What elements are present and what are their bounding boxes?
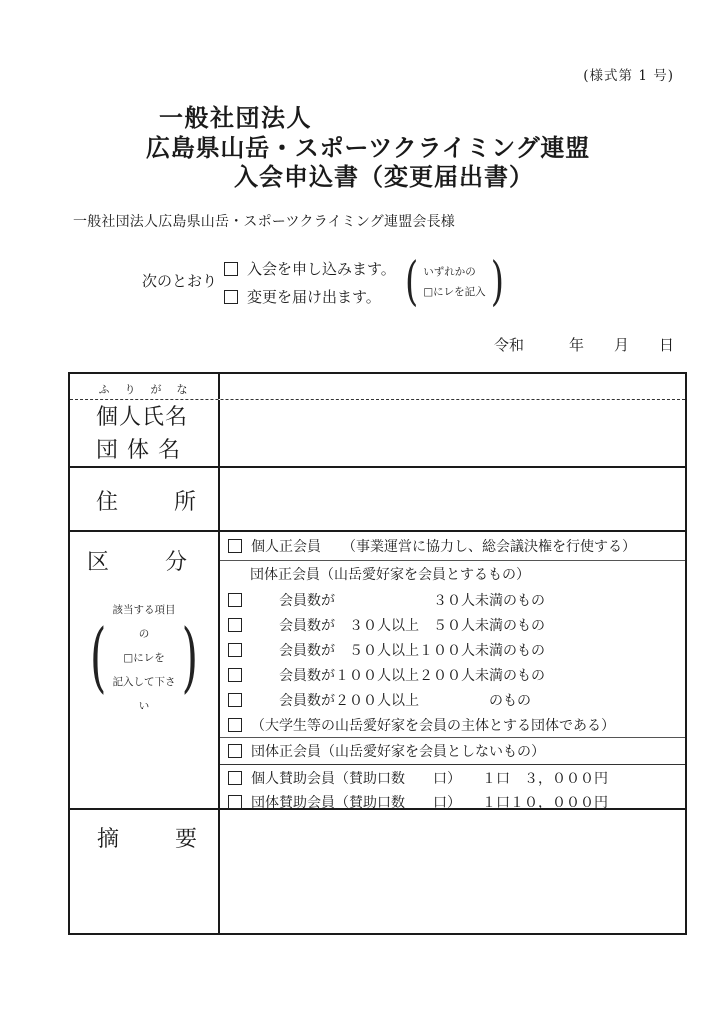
- group-regular-no-members-label: 団体正会員（山岳愛好家を会員としないもの）: [251, 744, 545, 760]
- left-brace-icon: (: [90, 613, 107, 702]
- name-row: [70, 400, 685, 468]
- address-label: 住 所: [70, 468, 220, 530]
- group-regular-header: 団体正会員（山岳愛好家を会員とするもの）: [250, 567, 530, 583]
- date-line: 令和 年 月 日: [494, 336, 675, 354]
- address-row: [70, 468, 685, 532]
- change-checkbox[interactable]: [224, 290, 238, 304]
- individual-regular-label: 個人正会員 （事業運営に協力し、総会議決権を行使する）: [251, 539, 636, 555]
- name-label: [70, 400, 220, 466]
- remarks-field[interactable]: [220, 810, 685, 933]
- name-label-line-1: 個人氏名: [96, 405, 189, 430]
- members-over-200-label: 会員数が２００人以上 のもの: [251, 692, 531, 709]
- option-apply-membership: [224, 258, 396, 279]
- members-30-50-option: [220, 612, 685, 637]
- members-under-30-option: [220, 587, 685, 612]
- members-under-30-checkbox[interactable]: [228, 593, 242, 607]
- group-regular-no-members-checkbox[interactable]: [228, 744, 242, 758]
- intro-note: [405, 251, 504, 313]
- group-regular-section: [220, 561, 685, 738]
- category-label-cell: [70, 532, 220, 808]
- change-option-label: 変更を届け出ます。: [247, 288, 381, 306]
- category-note-line-2: □にレを: [123, 652, 165, 664]
- members-50-100-checkbox[interactable]: [228, 643, 242, 657]
- supporting-individual-label: 個人賛助会員（賛助口数 口） １口 ３，０００円: [251, 770, 608, 787]
- supporting-individual-checkbox[interactable]: [228, 771, 242, 785]
- members-30-50-label: 会員数が ３０人以上 ５０人未満のもの: [251, 617, 545, 634]
- student-group-option: [220, 712, 685, 737]
- individual-regular-option: [220, 532, 685, 561]
- name-field[interactable]: [220, 400, 685, 466]
- left-brace-icon: (: [405, 251, 419, 313]
- option-report-change: [224, 286, 381, 307]
- members-100-200-checkbox[interactable]: [228, 668, 242, 682]
- title-line-2: 広島県山岳・スポーツクライミング連盟: [146, 133, 590, 162]
- supporting-group-label: 団体賛助会員（賛助口数 口） １口１０，０００円: [251, 794, 608, 811]
- furigana-label: ふ り が な: [70, 374, 220, 399]
- intro-note-line-2: □にレを記入: [423, 286, 486, 298]
- members-over-200-checkbox[interactable]: [228, 693, 242, 707]
- members-30-50-checkbox[interactable]: [228, 618, 242, 632]
- category-label: 区 分: [87, 550, 192, 575]
- intro-note-line-1: いずれかの: [423, 266, 476, 278]
- category-note-line-3: 記入して下さい: [112, 676, 176, 712]
- right-brace-icon: ): [490, 251, 504, 313]
- members-100-200-option: [220, 662, 685, 687]
- student-group-label: （大学生等の山岳愛好家を会員の主体とする団体である）: [251, 717, 615, 734]
- address-field[interactable]: [220, 468, 685, 530]
- form-number: (様式第 1 号): [583, 68, 674, 84]
- supporting-individual-option: [220, 766, 685, 789]
- furigana-field[interactable]: [220, 374, 685, 399]
- supporting-members-section: [220, 766, 685, 813]
- remarks-row: [70, 810, 685, 933]
- application-table: [68, 372, 687, 935]
- remarks-label: 摘 要: [70, 810, 220, 933]
- individual-regular-checkbox[interactable]: [228, 539, 242, 553]
- right-brace-icon: ): [181, 613, 198, 702]
- title-line-1: 一般社団法人: [159, 103, 312, 132]
- name-label-line-2: 団 体 名: [96, 438, 181, 463]
- join-checkbox[interactable]: [224, 262, 238, 276]
- category-options-cell: [220, 532, 685, 811]
- intro-label: 次のとおり: [142, 272, 218, 290]
- furigana-row: [70, 374, 685, 400]
- members-50-100-label: 会員数が ５０人以上１００人未満のもの: [251, 642, 545, 659]
- title-line-3: 入会申込書（変更届出書）: [234, 162, 534, 191]
- supporting-group-checkbox[interactable]: [228, 795, 242, 809]
- members-over-200-option: [220, 687, 685, 712]
- members-under-30-label: 会員数が ３０人未満のもの: [251, 592, 545, 609]
- category-note-line-1: 該当する項目の: [112, 604, 176, 640]
- members-100-200-label: 会員数が１００人以上２００人未満のもの: [251, 667, 545, 684]
- category-note: [90, 598, 198, 718]
- join-option-label: 入会を申し込みます。: [247, 260, 396, 278]
- student-group-checkbox[interactable]: [228, 718, 242, 732]
- addressee-line: 一般社団法人広島県山岳・スポーツクライミング連盟会長様: [73, 214, 455, 230]
- group-regular-no-members-option: [220, 738, 685, 765]
- members-50-100-option: [220, 637, 685, 662]
- category-row: [70, 532, 685, 810]
